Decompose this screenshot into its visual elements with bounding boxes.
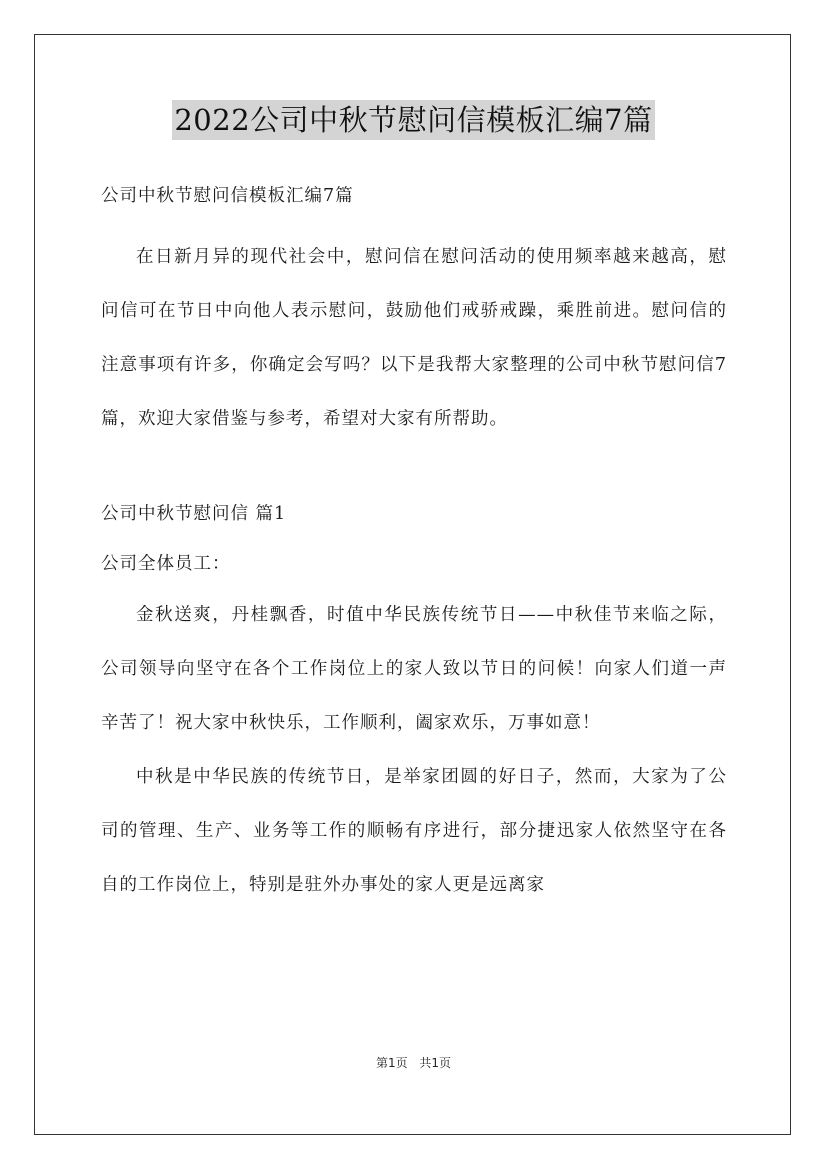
salutation: 公司全体员工： <box>101 554 231 574</box>
section-heading: 公司中秋节慰问信 篇1 <box>101 504 287 524</box>
document-title: 2022公司中秋节慰问信模板汇编7篇 <box>172 100 654 140</box>
body-paragraph: 金秋送爽，丹桂飘香，时值中华民族传统节日——中秋佳节来临之际，公司领导向坚守在各个工作岗位上的家人致以节日的问候！向家人们道一声辛苦了！祝大家中秋快乐，工作顺利，阖家欢乐，万事如意！ <box>101 605 727 733</box>
document-subtitle: 公司中秋节慰问信模板汇编7篇 <box>101 186 354 206</box>
page-number: 第1页 <box>375 1056 408 1070</box>
page-footer <box>0 1054 827 1071</box>
intro-paragraph: 在日新月异的现代社会中，慰问信在慰问活动的使用频率越来越高，慰问信可在节日中向他人表示慰问，鼓励他们戒骄戒躁，乘胜前进。慰问信的注意事项有许多，你确定会写吗？以下是我帮大家整理的公司中秋节慰问信7篇，欢迎大家借鉴与参考，希望对大家有所帮助。 <box>101 247 727 429</box>
document-body <box>101 176 727 912</box>
title-wrap <box>0 100 827 140</box>
body-paragraph: 中秋是中华民族的传统节日，是举家团圆的好日子，然而，大家为了公司的管理、生产、业务等工作的顺畅有序进行，部分捷迅家人依然坚守在各自的工作岗位上，特别是驻外办事处的家人更是远离家 <box>101 767 727 895</box>
page-total: 共1页 <box>419 1056 452 1070</box>
